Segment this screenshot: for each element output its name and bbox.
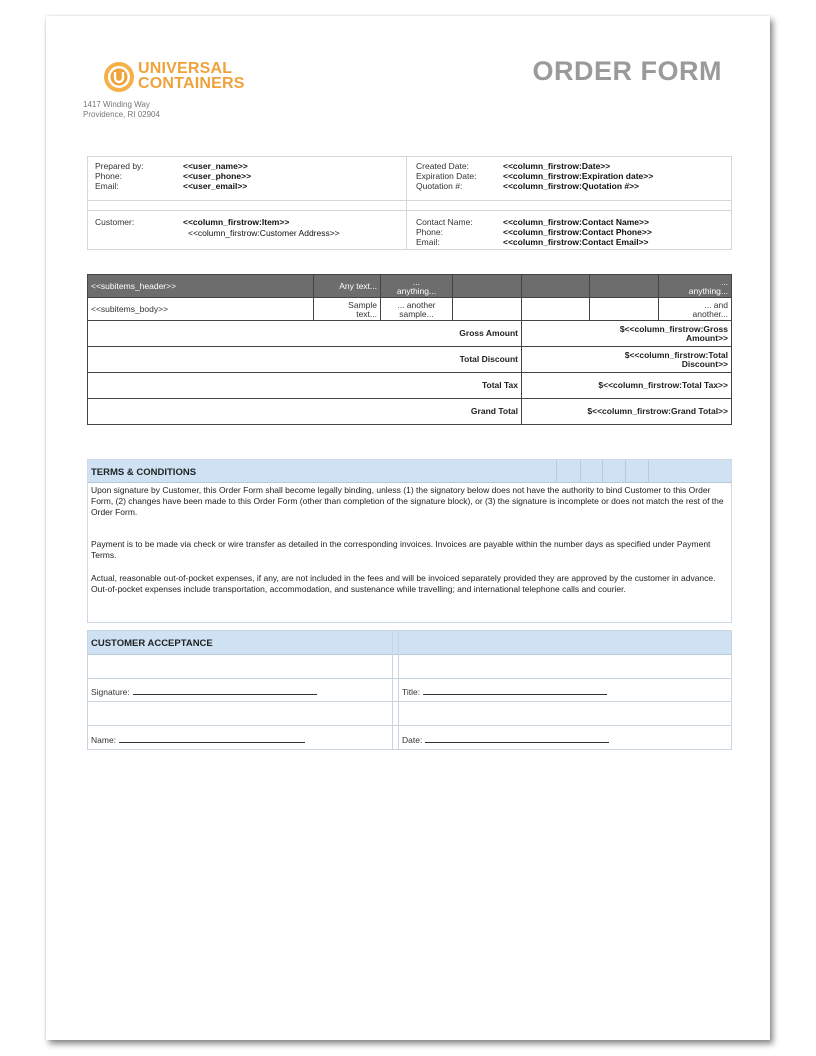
items-body-cell: <<subitems_body>>	[88, 298, 314, 321]
items-body-cell	[381, 298, 453, 321]
items-header-cell	[590, 275, 659, 298]
document-page	[46, 16, 770, 1040]
date-label: Date:	[402, 735, 423, 745]
customer-address: <<column_firstrow:Customer Address>>	[188, 228, 340, 238]
signature-label: Signature:	[91, 687, 130, 697]
order-info-table	[87, 156, 732, 250]
value-line: Discount>>	[681, 358, 728, 369]
gross-amount-row	[88, 321, 732, 347]
body-cell-line: text...	[356, 309, 377, 319]
customer-acceptance-section	[87, 630, 732, 750]
total-tax-row	[88, 373, 732, 399]
items-body-row	[88, 298, 732, 321]
items-header-cell	[381, 275, 453, 298]
quotation-value: <<column_firstrow:Quotation #>>	[503, 181, 640, 191]
items-body-cell	[590, 298, 659, 321]
items-header-cell	[522, 275, 590, 298]
terms-header	[88, 460, 731, 483]
items-header-cell: <<subitems_header>>	[88, 275, 314, 298]
terms-paragraph: Upon signature by Customer, this Order Form shall become legally binding, unless (1) the signatory below does not have the authority to bind Customer to this Order Form, (2) changes have been made to this Order Form (other than completion of the signature block), or (3) the signature is incomplete or does not match the rest of the Order Form.	[91, 485, 724, 517]
email-label: Email:	[95, 181, 119, 191]
items-header-cell	[659, 275, 732, 298]
created-date-label: Created Date:	[416, 161, 469, 171]
value-line: $<<column_firstrow:Total	[624, 349, 728, 360]
terms-heading: TERMS & CONDITIONS	[91, 467, 197, 478]
body-cell-line: ... and	[704, 300, 728, 310]
customer-value: <<column_firstrow:Item>>	[183, 217, 290, 227]
header-cell-line: ...	[720, 277, 728, 287]
grand-total-value: $<<column_firstrow:Grand Total>>	[522, 399, 732, 425]
expiration-date-label: Expiration Date:	[416, 171, 477, 181]
grand-total-row	[88, 399, 732, 425]
items-header-cell	[453, 275, 522, 298]
phone-value: <<user_phone>>	[183, 171, 252, 181]
grand-total-label: Grand Total	[88, 399, 522, 425]
quotation-label: Quotation #:	[416, 181, 463, 191]
body-cell-line: Sample	[348, 300, 377, 310]
customer-label: Customer:	[95, 217, 135, 227]
header-cell-line: anything...	[396, 286, 437, 296]
body-cell-line: sample...	[399, 309, 434, 319]
title-field[interactable]	[402, 686, 607, 697]
company-name-line1: UNIVERSAL	[138, 60, 233, 77]
phone-label: Phone:	[95, 171, 122, 181]
prepared-by-value: <<user_name>>	[183, 161, 248, 171]
total-discount-value	[522, 347, 732, 373]
value-line: $<<column_firstrow:Gross	[619, 323, 728, 334]
terms-paragraph: Actual, reasonable out-of-pocket expenses, if any, are not included in the fees and will be invoiced separately provided they are approved by the customer in advance. Out-of-pocket expenses include transportation, accommodation, and sustenance while travelling; and international telephone calls and courier.	[91, 573, 716, 594]
company-name	[138, 61, 245, 91]
acceptance-header	[88, 631, 731, 655]
contact-email-label: Email:	[416, 237, 440, 247]
body-cell-line: ... another	[397, 300, 436, 310]
prepared-by-label: Prepared by:	[95, 161, 144, 171]
total-tax-label: Total Tax	[88, 373, 522, 399]
created-date-value: <<column_firstrow:Date>>	[503, 161, 611, 171]
contact-phone-value: <<column_firstrow:Contact Phone>>	[503, 227, 652, 237]
document-title: ORDER FORM	[532, 56, 722, 86]
line-items-table	[87, 274, 732, 425]
email-value: <<user_email>>	[183, 181, 248, 191]
date-field[interactable]	[402, 734, 609, 745]
items-body-cell	[314, 298, 381, 321]
expiration-date-value: <<column_firstrow:Expiration date>>	[503, 171, 654, 181]
name-label: Name:	[91, 735, 117, 745]
terms-paragraph: Payment is to be made via check or wire transfer as detailed in the corresponding invoices. Invoices are payable within the number days as specified under Payment Terms.	[91, 539, 711, 560]
header-cell-line: anything...	[688, 286, 728, 296]
total-discount-row	[88, 347, 732, 373]
universal-containers-logo-icon	[104, 62, 134, 92]
address-line1: 1417 Winding Way	[83, 100, 150, 109]
gross-amount-label: Gross Amount	[88, 321, 522, 347]
items-header-cell: Any text...	[314, 275, 381, 298]
header-cell-line: ...	[412, 277, 421, 287]
contact-name-label: Contact Name:	[416, 217, 473, 227]
contact-email-value: <<column_firstrow:Contact Email>>	[503, 237, 649, 247]
signature-field[interactable]	[91, 686, 317, 697]
name-field[interactable]	[91, 734, 305, 745]
items-body-cell	[522, 298, 590, 321]
address-line2: Providence, RI 02904	[83, 110, 160, 119]
items-header-row	[88, 275, 732, 298]
title-label: Title:	[402, 687, 421, 697]
total-tax-value: $<<column_firstrow:Total Tax>>	[522, 373, 732, 399]
contact-phone-label: Phone:	[416, 227, 443, 237]
terms-section	[87, 459, 732, 623]
items-body-cell	[659, 298, 732, 321]
company-name-line2: CONTAINERS	[138, 75, 245, 92]
company-address	[83, 100, 160, 120]
acceptance-heading: CUSTOMER ACCEPTANCE	[91, 638, 213, 649]
total-discount-label: Total Discount	[88, 347, 522, 373]
contact-name-value: <<column_firstrow:Contact Name>>	[503, 217, 649, 227]
value-line: Amount>>	[685, 332, 728, 343]
body-cell-line: another...	[692, 309, 728, 319]
gross-amount-value	[522, 321, 732, 347]
items-body-cell	[453, 298, 522, 321]
